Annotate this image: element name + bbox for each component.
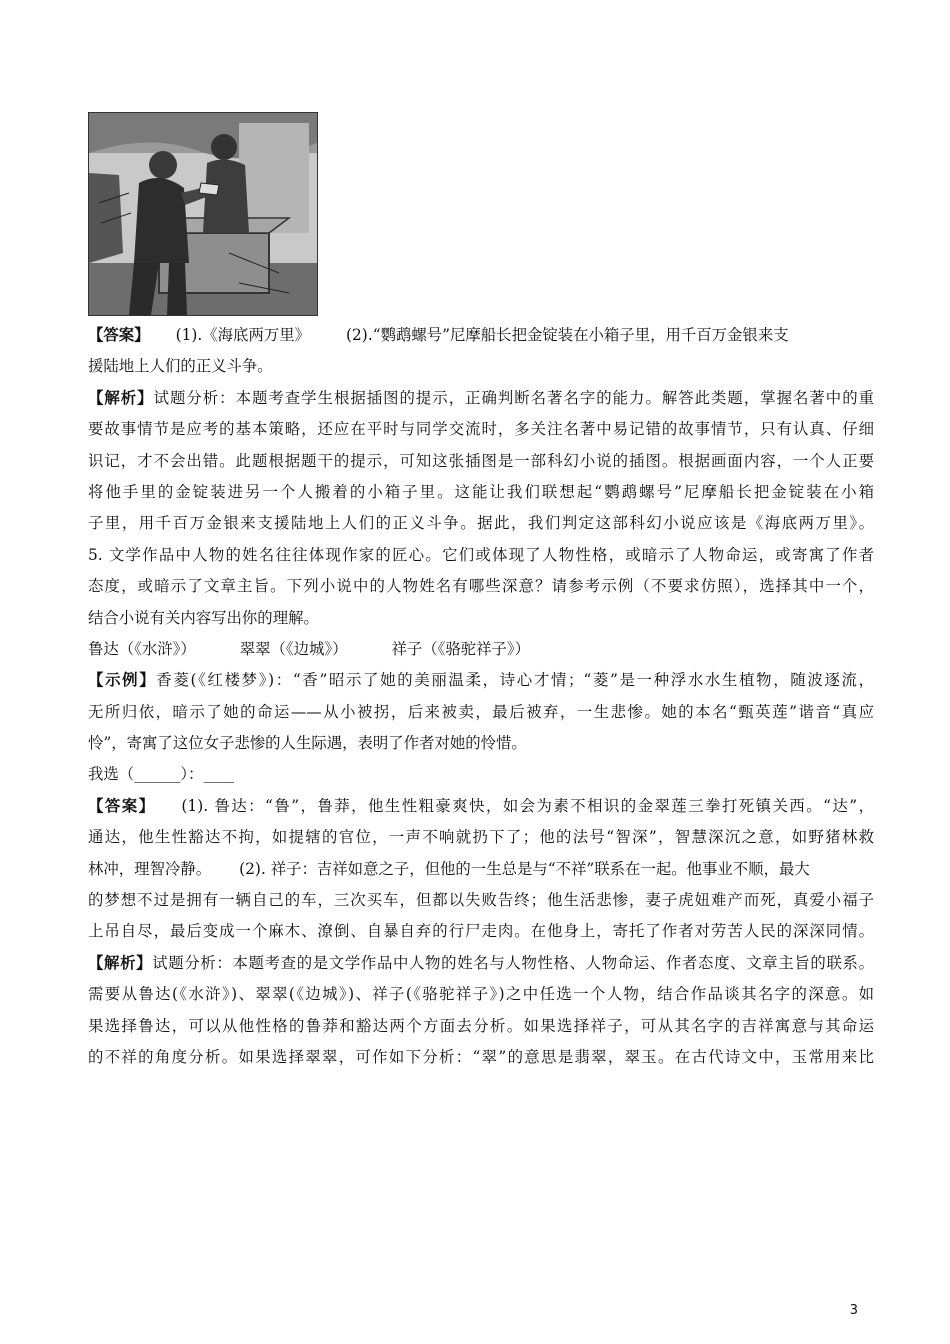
analysis-tag: 【解析】 (88, 953, 153, 972)
q5-example-line3: 怜”，寄寓了这位女子悲惨的人生际遇，表明了作者对她的怜惜。 (88, 734, 527, 753)
choice-blank: ______ (134, 765, 181, 784)
q5-answer-line2: 通达，他生性豁达不拘，如提辖的官位，一声不响就扔下了；他的法号“智深”，智慧深沉之意，如野猪林救 (88, 828, 874, 847)
q5-analysis-line4: 的不祥的角度分析。如果选择翠翠，可作如下分析：“翠”的意思是翡翠，翠玉。在古代诗文中，玉常用来比 (88, 1047, 874, 1066)
q5-analysis-line3: 果选择鲁达，可以从他性格的鲁莽和豁达两个方面去分析。如果选择祥子，可从其名字的吉祥寓意与其命运 (88, 1016, 874, 1035)
q5-stem-line3: 结合小说有关内容写出你的理解。 (88, 608, 319, 627)
q5-answer-line4: 的梦想不过是拥有一辆自己的车，三次买车，但都以失败告终；他生活悲惨，妻子虎妞难产而死，真爱小福子 (88, 891, 874, 910)
q5-answer (88, 791, 874, 822)
answer-blank: ____ (203, 765, 235, 784)
choice-prefix: 我选（ (88, 765, 135, 784)
q5-stem-line1: 5. 文学作品中人物的姓名往往体现作家的匠心。它们或体现了人物性格，或暗示了人物命运，或寄寓了作者 (88, 545, 874, 564)
q4-analysis-line5: 子里，用千百万金银来支援陆地上人们的正义斗争。据此，我们判定这部科幻小说应该是《海底两万里》。 (88, 514, 874, 533)
q5-answer-line3 (88, 854, 874, 885)
q4-analysis-line3: 识记，才不会出错。此题根据题干的提示，可知这张插图是一部科幻小说的插图。根据画面内容，一个人正要 (88, 451, 874, 470)
illustration-nemo-gold (88, 112, 318, 316)
q5-stem-line2: 态度，或暗示了文章主旨。下列小说中的人物姓名有哪些深意？请参考示例（不要求仿照），选择其中一个， (88, 577, 874, 596)
option-xiangzi: 祥子（《骆驼祥子》） (391, 639, 530, 658)
q4-analysis-line2: 要故事情节是应考的基本策略，还应在平时与同学交流时，多关注名著中易记错的故事情节，只有认真、仔细 (88, 420, 874, 439)
q5-example-line2: 无所归依，暗示了她的命运——从小被拐，后来被卖，最后被弃，一生悲惨。她的本名“甄英莲”谐音“真应 (88, 702, 874, 721)
option-luda: 鲁达（《水浒》） (88, 639, 196, 658)
analysis-text: 试题分析：本题考查学生根据插图的提示，正确判断名著名字的能力。解答此类题，掌握名著中的重 (153, 388, 874, 407)
example-tag: 【示例】 (88, 671, 157, 690)
q5-answer-line5: 上吊自尽，最后变成一个麻木、潦倒、自暴自弃的行尸走肉。在他身上，寄托了作者对劳苦人民的深深同情。 (88, 922, 874, 941)
answer-line1: (1). 鲁达：“鲁”，鲁莽，他生性粗豪爽快，如会为素不相识的金翠莲三拳打死镇关西。“达”， (181, 796, 874, 815)
q5-options (88, 634, 874, 665)
answer-line3b: (2). 祥子：吉祥如意之子，但他的一生总是与“不祥”联系在一起。他事业不顺，最大 (239, 859, 810, 878)
q4-analysis-line4: 将他手里的金锭装进另一个人搬着的小箱子里。这能让我们联想起“鹦鹉螺号”尼摩船长把金锭装在小箱 (88, 482, 874, 501)
analysis-text: 试题分析：本题考查的是文学作品中人物的姓名与人物性格、人物命运、作者态度、文章主旨的联系。 (152, 953, 874, 972)
page-number: 3 (849, 1303, 858, 1318)
choice-mid: ）： (180, 765, 204, 784)
q5-analysis (88, 948, 874, 979)
engraving-icon (89, 113, 317, 315)
analysis-tag: 【解析】 (88, 388, 154, 407)
q5-choice (88, 759, 874, 790)
q4-analysis (88, 383, 874, 414)
answer-part2: (2).“鹦鹉螺号”尼摩船长把金锭装在小箱子里，用千百万金银来支 (346, 326, 789, 344)
answer-line3a: 林冲，理智冷静。 (88, 859, 212, 878)
q5-analysis-line2: 需要从鲁达(《水浒》)、翠翠(《边城》)、祥子(《骆驼祥子》)之中任选一个人物，结合作品谈其名字的深意。如 (88, 985, 874, 1004)
answer-tag: 【答案】 (88, 796, 156, 815)
document-body (88, 320, 874, 1073)
option-cuicui: 翠翠（《边城》） (239, 639, 348, 658)
answer-part1: (1).《海底两万里》 (175, 326, 311, 344)
example-text: 香菱(《红楼梦》)：“香”昭示了她的美丽温柔，诗心才情；“菱”是一种浮水水生植物，随波逐流， (156, 671, 874, 690)
q4-answer-cont: 援陆地上人们的正义斗争。 (88, 357, 273, 376)
q4-answer (88, 320, 874, 351)
q5-example (88, 665, 874, 696)
answer-tag: 【答案】 (88, 326, 150, 344)
